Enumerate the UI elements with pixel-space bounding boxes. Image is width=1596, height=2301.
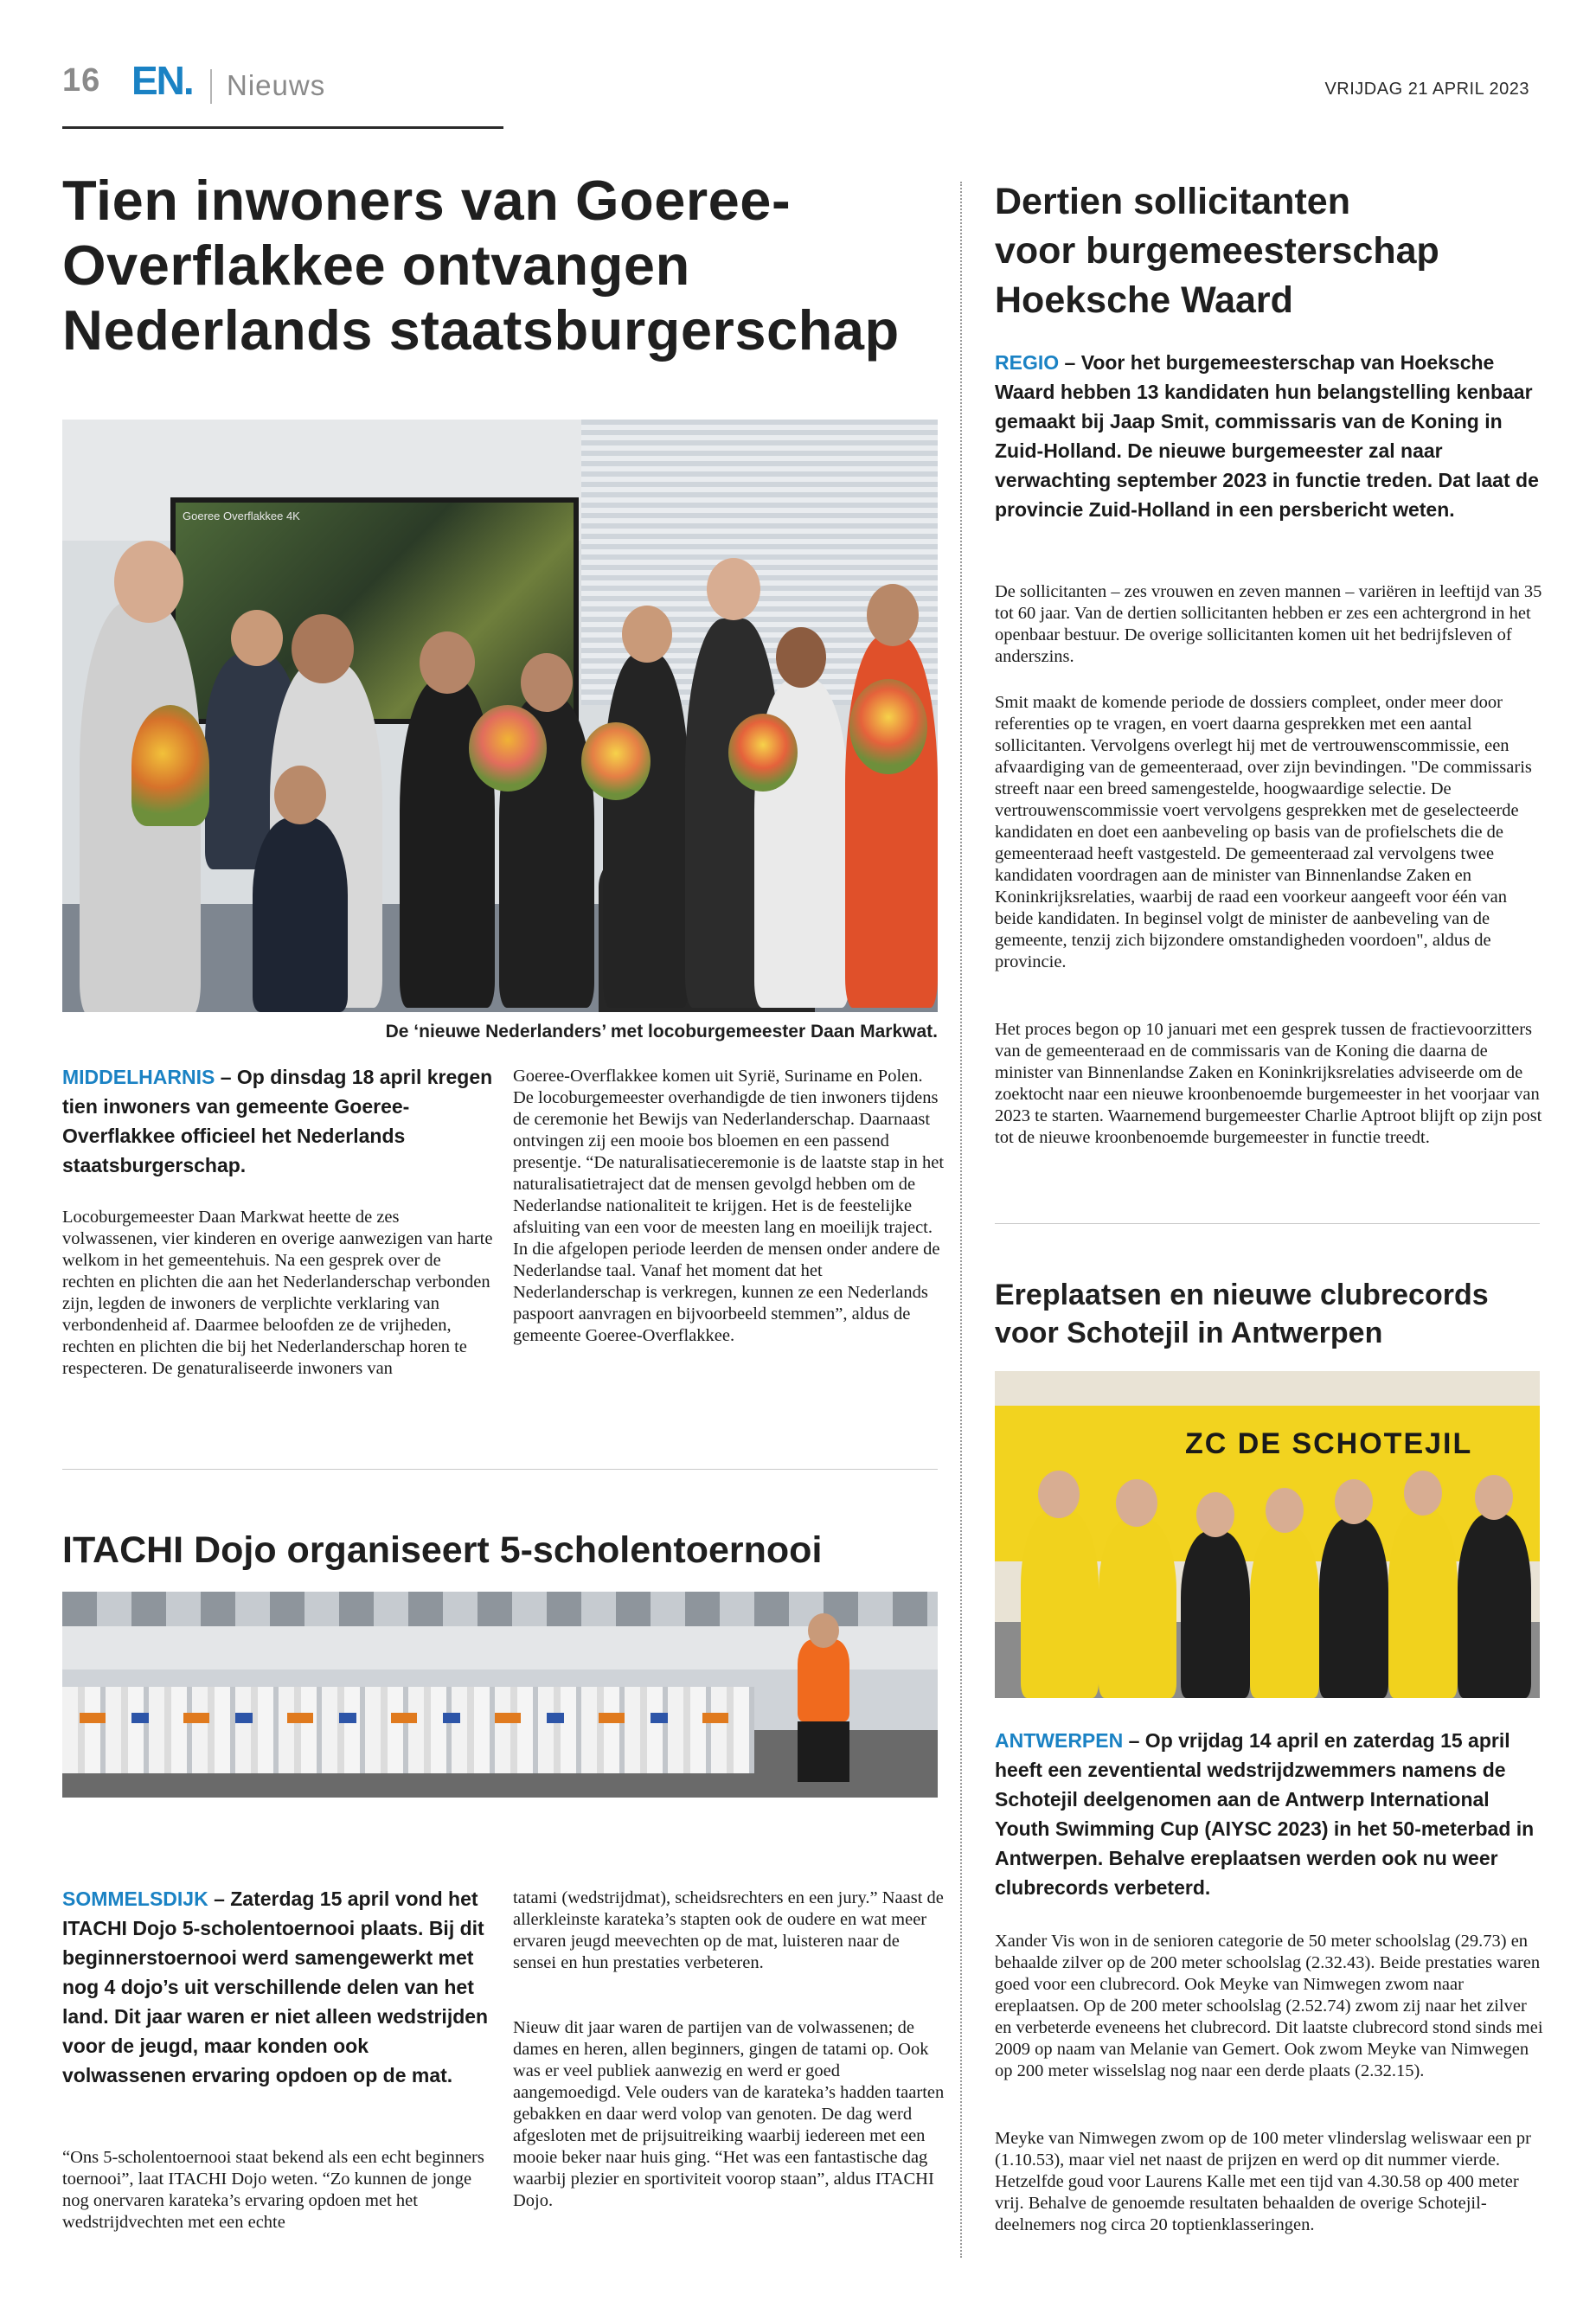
newspaper-logo: EN.	[131, 58, 193, 103]
section-label: Nieuws	[227, 69, 326, 101]
header-divider	[210, 69, 212, 104]
article4-dateline: ANTWERPEN	[995, 1729, 1124, 1752]
article2-dateline: REGIO	[995, 351, 1060, 374]
header-rule	[62, 126, 503, 129]
article4-para2: Meyke van Nimwegen zwom op de 100 meter vlinderslag weliswaar een pr (1.10.53), maar viel net naast de prijzen en werd op dit nummer vierde. Hetzelfde goud voor Laurens Kalle met een tijd van 4.30.58 op 400 meter vrij. Behalve de genoemde resultaten behaalden de overige Schotejil-deelnemers nog circa 20 toptienklasseringen.	[995, 2129, 1531, 2234]
article2-rule	[995, 1223, 1540, 1224]
page-number: 16	[62, 62, 101, 99]
article1-lead: MIDDELHARNIS – Op dinsdag 18 april kregen tien inwoners van gemeente Goeree-Overflakkee officieel het Nederlands staatsburgerschap.	[62, 1066, 493, 1176]
article2-headline: Dertien sollicitanten voor burgemeesterschap Hoeksche Waard	[995, 181, 1439, 321]
article2-para3: Het proces begon op 10 januari met een gesprek tussen de fractievoorzitters van de gemeenteraad en de commissaris van de Koning die daarna de minister van Binnenlandse Zaken en Koninkrijksrelaties adviseerde om de zoektocht naar een nieuwe kroonbenoemde burgemeester in het voorjaar van 2023 te starten. Waarnemend burgemeester Charlie Aptroot blijft op zijn post tot de nieuwe kroonbenoemde burgemeester in functie treedt.	[995, 1020, 1542, 1147]
article4-photo	[995, 1371, 1540, 1698]
article1-photo-caption: De ‘nieuwe Nederlanders’ met locoburgemeester Daan Markwat.	[385, 1022, 938, 1042]
article1-body-col2: Goeree-Overflakkee komen uit Syrië, Suriname en Polen. De locoburgemeester overhandigde de tien inwoners tijdens de ceremonie het Bewijs van Nederlanderschap. Daarnaast ontvingen zij een mooie bos bloemen en een passend presentje. “De naturalisatieceremonie is de laatste stap in het naturalisatietraject dat de mensen gevolgd hebben om de Nederlandse nationaliteit te krijgen. Het is de feestelijke afsluiting van een voor de meesten lang en moeilijk traject. In die afgelopen periode leerden de mensen onder andere de Nederlandse taal. Vanaf het moment dat het Nederlanderschap is verkregen, kunnen ze een Nederlands paspoort aanvragen en bijvoorbeeld stemmen”, aldus de gemeente Goeree-Overflakkee.	[513, 1067, 945, 1345]
article3-photo	[62, 1592, 938, 1798]
article3-body-col2a: tatami (wedstrijdmat), scheidsrechters en een jury.” Naast de allerkleinste karateka’s stapten ook de oudere en wat meer ervaren jeugd meevechten op de mat, luisteren naar de sensei en hun prestaties verbeteren.	[513, 1888, 944, 1972]
article1-headline: Tien inwoners van Goeree- Overflakkee ontvangen Nederlands staatsburgerschap	[62, 169, 900, 362]
article4-lead: ANTWERPEN – Op vrijdag 14 april en zaterdag 15 april heeft een zeventiental wedstrijdzwemmers namens de Schotejil deelgenomen aan de Antwerp International Youth Swimming Cup (AIYSC 2023) in het 50-meterbad in Antwerpen. Behalve ereplaatsen werden ook nu weer clubrecords verbeterd.	[995, 1729, 1535, 1899]
article1-body-col1: Locoburgemeester Daan Markwat heette de zes volwassenen, vier kinderen en overige aanwezigen van harte welkom in het gemeentehuis. Na een gesprek over de rechten en plichten die aan het Nederlanderschap verbonden zijn, legden de inwoners de verplichte verklaring van verbondenheid af. Daarmee beloofden ze de vrijheden, rechten en plichten die bij het Nederlanderschap horen te respecteren. De genaturaliseerde inwoners van	[62, 1208, 493, 1378]
article2-para2: Smit maakt de komende periode de dossiers compleet, onder meer door referenties op te vragen, en voert daarna gesprekken met een aantal sollicitanten. Vervolgens overlegt hij met de vertrouwenscommissie, een afvaardiging van de gemeenteraad, over zijn bevindingen. "De commissaris streeft naar een breed samengestelde, hoogwaardige selectie. De vertrouwenscommissie voert vervolgens gesprekken met de geselecteerde kandidaten en doet een aanbeveling op basis van de profielschets die de gemeenteraad heeft vastgesteld. De gemeenteraad zal vervolgens twee kandidaten voordragen aan de minister van Binnenlandse Zaken en Koninkrijksrelaties, waarbij de raad een voorkeur aangeeft voor één van beide kandidaten. In beginsel volgt de minister de aanbeveling van de gemeente, tenzij zich bijzondere omstandigheden voordoen", aldus de provincie.	[995, 693, 1532, 971]
article3-body-col1: “Ons 5-scholentoernooi staat bekend als een echt beginners toernooi”, laat ITACHI Dojo weten. “Zo kunnen de jonge nog onervaren karateka’s ervaring opdoen met het wedstrijdvechten met een echte	[62, 2148, 484, 2232]
club-banner: ZC DE SCHOTEJIL	[995, 1406, 1540, 1561]
article1-photo	[62, 420, 938, 1012]
article3-headline: ITACHI Dojo organiseert 5-scholentoernooi	[62, 1529, 823, 1571]
article1-rule	[62, 1469, 938, 1470]
issue-date: VRIJDAG 21 APRIL 2023	[1324, 80, 1529, 99]
article3-dateline: SOMMELSDIJK	[62, 1888, 208, 1910]
article4-headline: Ereplaatsen en nieuwe clubrecords voor Schotejil in Antwerpen	[995, 1279, 1489, 1349]
article4-para1: Xander Vis won in de senioren categorie de 50 meter schoolslag (29.73) en behaalde zilver op de 200 meter schoolslag (2.32.43). Beide prestaties waren goed voor een clubrecord. Ook Meyke van Nimwegen zwom naar ereplaatsen. Op de 200 meter schoolslag (2.52.74) zwom zij naar het zilver en verbeterde eveneens het clubrecord. Dit laatste clubrecord stond sinds mei 2009 op naam van Melanie van Gemert. Ook zwom Meyke van Nimwegen op 200 meter wisselslag nog naar een derde plaats (2.32.15).	[995, 1932, 1543, 2080]
article3-body-col2b: Nieuw dit jaar waren de partijen van de volwassenen; de dames en heren, allen beginners, gingen de tatami op. Ook was er veel publiek aanwezig en werd er goed aangemoedigd. Vele ouders van de karateka’s hadden taarten gebakken en daar werd volop van genoten. De dag werd afgesloten met de prijsuitreiking waarbij iedereen met een mooie beker naar huis ging. “Het was een fantastische dag waarbij plezier en sportiviteit voorop staan”, aldus ITACHI Dojo.	[513, 2018, 945, 2210]
article3-lead: SOMMELSDIJK – Zaterdag 15 april vond het ITACHI Dojo 5-scholentoernooi plaats. Bij dit beginnerstoernooi werd samengewerkt met nog 4 dojo’s uit verschillende delen van het land. Dit jaar waren er niet alleen wedstrijden voor de jeugd, maar konden ook volwassenen ervaring opdoen op de mat.	[62, 1888, 489, 2086]
article2-para1: De sollicitanten – zes vrouwen en zeven mannen – variëren in leeftijd van 35 tot 60 jaar. Van de dertien sollicitanten hebben er zes een achtergrond in het openbaar bestuur. De overige sollicitanten komen uit het bedrijfsleven of anderszins.	[995, 582, 1542, 666]
article1-dateline: MIDDELHARNIS	[62, 1066, 215, 1088]
column-divider	[960, 182, 962, 2258]
presentation-screen: Goeree Overflakkee 4K	[170, 497, 579, 724]
article2-lead: REGIO – Voor het burgemeesterschap van Hoeksche Waard hebben 13 kandidaten hun belangstelling kenbaar gemaakt bij Jaap Smit, commissaris van de Koning in Zuid-Holland. De nieuwe burgemeester zal naar verwachting september 2023 in functie treden. Dat laat de provincie Zuid-Holland in een persbericht weten.	[995, 351, 1539, 521]
